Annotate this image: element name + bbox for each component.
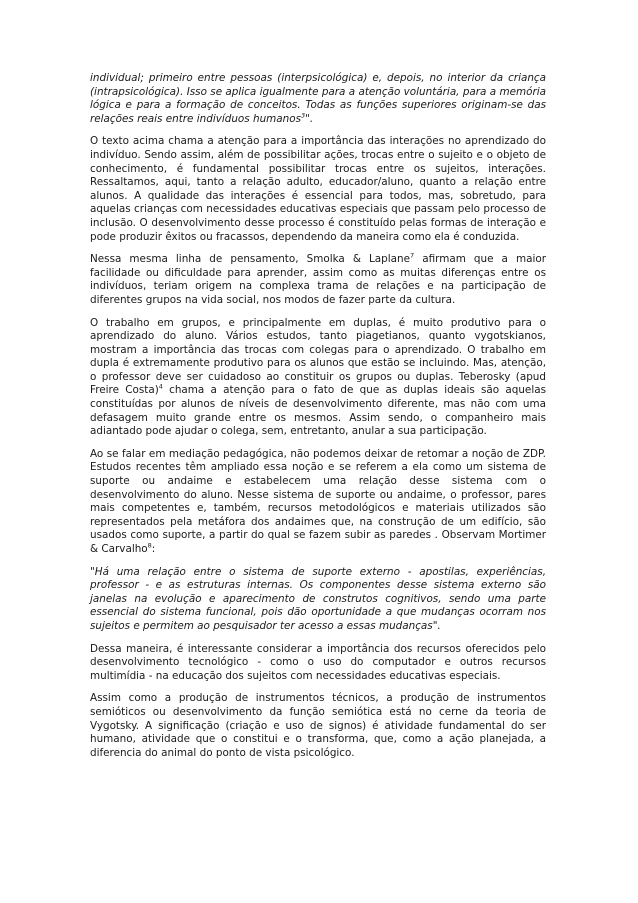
paragraph-5-tail: :: [151, 543, 156, 555]
paragraph-2-text: O texto acima chama a atenção para a importância das interações no aprendizado do indivíduo. Sendo assim, além de possibilitar ações, trocas entre o sujeito e o objeto de conhecimento, é fundamental possibilitar trocas entre os sujeitos, interações. Ressaltamos, aqui, tanto a relação adulto, educador/aluno, quanto a relação entre alunos. A qualidade das interações é essencial para todos, mas, sobretudo, para aquelas crianças com necessidades educativas especiais que passam pelo processo de inclusão. O desenvolvimento desse processo é constituído pelas formas de interação e pode produzir êxitos ou fracassos, dependendo da maneira como ela é conduzida.: [90, 135, 546, 243]
paragraph-4-text: O trabalho em grupos, e principalmente em duplas, é muito produtivo para o aprendizado do aluno. Vários estudos, tanto piagetianos, quanto vygotskianos, mostram a importância das trocas com colegas para o aprendizado. O trabalho em dupla é extremamente produtivo para os alunos que estão se incluindo. Mas, atenção, o professor deve ser cuidadoso ao constituir os grupos ou duplas. Teberosky (apud Freire Costa): [90, 316, 546, 397]
paragraph-1-text: individual; primeiro entre pessoas (interpsicológica) e, depois, no interior da criança (intrapsicológica). Isso se aplica igualmente para a atenção voluntária, para a memória lógica e para a formação de conceitos. Todas as funções superiores originam-se das relações reais entre indivíduos humanos: [90, 72, 546, 125]
paragraph-5: [90, 448, 546, 557]
paragraph-6-text: "Há uma relação entre o sistema de suporte externo - apostilas, experiências, professor - e as estruturas internas. Os componentes desse sistema externo são janelas na evolução e aparecimento de construtos cognitivos, sendo uma parte essencial do sistema funcional, pois dão oportunidade a que mudanças ocorram nos sujeitos e permitem ao pesquisador ter acesso a essas mudanças".: [90, 565, 546, 632]
paragraph-7: [90, 643, 546, 684]
paragraph-1-tail: ".: [305, 112, 314, 125]
paragraph-8: [90, 692, 546, 760]
paragraph-3-tail: afirmam que a maior facilidade ou dificuldade para aprender, assim como as muitas diferenças entre os indivíduos, teriam origem na complexa trama de relações e na participação de diferentes grupos na vida social, nos modos de fazer parte da cultura.: [90, 253, 546, 306]
paragraph-6-quote: [90, 566, 546, 634]
paragraph-3-text: Nessa mesma linha de pensamento, Smolka & Laplane: [90, 253, 411, 266]
paragraph-7-text: Dessa maneira, é interessante considerar a importância dos recursos oferecidos pelo desenvolvimento tecnológico - como o uso do computador e outros recursos multimídia - na educação dos sujeitos com necessidades educativas especiais.: [90, 642, 546, 682]
paragraph-3: [90, 253, 546, 307]
paragraph-1: [90, 72, 546, 126]
paragraph-4: [90, 317, 546, 439]
paragraph-8-text: Assim como a produção de instrumentos técnicos, a produção de instrumentos semióticos ou desenvolvimento da função semiótica está no cerne da teoria de Vygotsky. A significação (criação e uso de signos) é atividade fundamental do ser humano, atividade que o constitui e o transforma, que, como a ação planejada, a diferencia do animal do ponto de vista psicológico.: [90, 692, 546, 759]
footnote-ref-7: 7: [410, 251, 415, 260]
paragraph-4-tail: chama a atenção para o fato de que as duplas ideais são aquelas constituídas por alunos de níveis de desenvolvimento diferente, mas não com uma defasagem muito grande entre os mesmos. Assim sendo, o companheiro mais adiantado pode ajudar o colega, sem, entretanto, anular a sua participação.: [90, 384, 546, 438]
document-page: [90, 72, 546, 769]
footnote-ref-3: 3: [301, 111, 306, 120]
paragraph-2: [90, 135, 546, 244]
footnote-ref-8: 8: [147, 541, 152, 550]
paragraph-5-text: Ao se falar em mediação pedagógica, não podemos deixar de retomar a noção de ZDP. Estudos recentes têm ampliado essa noção e se referem a ela como um sistema de suporte ou andaime e estabelecem uma relação desse sistema com o desenvolvimento do aluno. Nesse sistema de suporte ou andaime, o professor, pares mais competentes e, também, recursos metodológicos e materiais utilizados são representados pela metáfora dos andaimes que, na construção de um edifício, são usados como suporte, a partir do qual se fazem subir as paredes . Observam Mortimer & Carvalho: [90, 447, 546, 555]
footnote-ref-4: 4: [158, 383, 163, 391]
